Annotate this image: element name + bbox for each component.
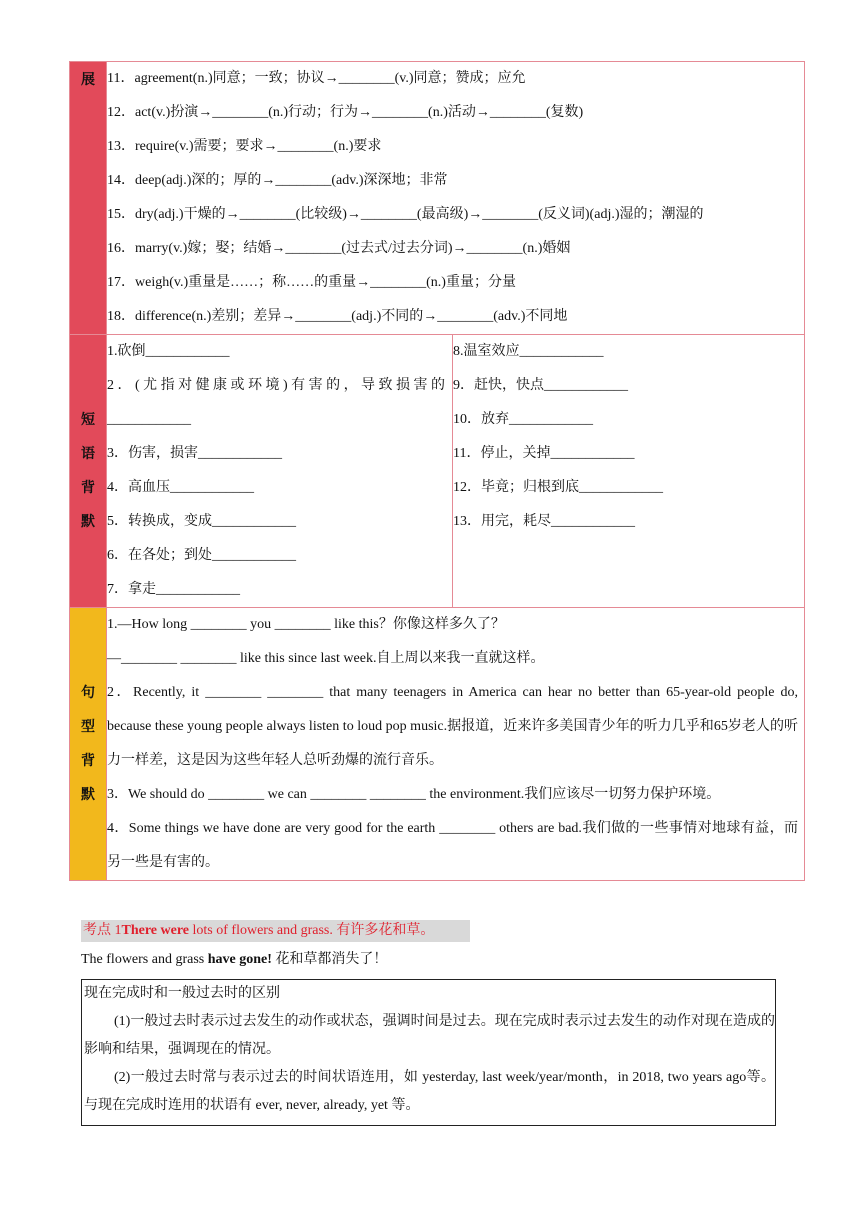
note-title: 现在完成时和一般过去时的区别 — [84, 986, 280, 1001]
sentences-list — [107, 608, 805, 881]
expand-item: 17．weigh(v.)重量是……；称……的重量→________(n.)重量；分量 — [107, 275, 516, 290]
example-bold: have gone! — [207, 952, 272, 967]
key-point-prefix: 考点 1 — [83, 923, 122, 938]
phrase-item: 8.温室效应____________ — [453, 344, 604, 359]
sentence-item: 4．Some things we have done are very good for the earth ________ others are bad.我们做的一些事情对地球有益，而另一些是有害的。 — [107, 821, 798, 870]
phrase-item: 2．(尤指对健康或环境)有害的，导致损害的 — [107, 378, 446, 393]
phrase-item: ____________ — [107, 412, 191, 427]
phrase-item: 10．放弃____________ — [453, 412, 593, 427]
key-point-text: lots of flowers and grass. 有许多花和草。 — [189, 923, 435, 938]
expand-list — [107, 62, 805, 335]
phrase-item: 12．毕竟；归根到底____________ — [453, 480, 663, 495]
phrase-item: 6．在各处；到处____________ — [107, 548, 296, 563]
label-char: 语 — [81, 446, 95, 462]
label-char: 短 — [81, 412, 95, 428]
phrase-item: 9．赶快，快点____________ — [453, 378, 628, 393]
key-point-heading — [81, 920, 470, 942]
phrase-item: 7．拿走____________ — [107, 582, 240, 597]
grammar-note-box — [81, 979, 776, 1126]
sentence-item: —________ ________ like this since last week.自上周以来我一直就这样。 — [107, 651, 545, 666]
phrase-item: 1.砍倒____________ — [107, 344, 230, 359]
expand-item: 15．dry(adj.)干燥的→________(比较级)→________(最高级)→________(反义词)(adj.)湿的；潮湿的 — [107, 207, 704, 222]
phrase-item: 13．用完，耗尽____________ — [453, 514, 635, 529]
expand-item: 16．marry(v.)嫁；娶；结婚→________(过去式/过去分词)→________(n.)婚姻 — [107, 241, 571, 256]
phrase-item: 4．高血压____________ — [107, 480, 254, 495]
label-char: 背 — [81, 480, 95, 496]
expand-item: 11．agreement(n.)同意；一致；协议→________(v.)同意；赞成；应允 — [107, 71, 526, 86]
sentence-item: 3．We should do ________ we can ________ ________ the environment.我们应该尽一切努力保护环境。 — [107, 787, 721, 802]
sentences-label — [70, 608, 107, 881]
label-char: 背 — [81, 753, 95, 769]
sentence-item: 2．Recently, it ________ ________ that many teenagers in America can hear no better than 65-year-old people do, because these young people always listen to loud pop music.据报道，近来许多美国青少年的听力几乎和65岁老人的听力一样差，这是因为这些年轻人总听劲爆的流行音乐。 — [107, 685, 798, 768]
phrases-section — [70, 335, 805, 608]
label-char: 默 — [81, 514, 95, 530]
key-point-bold: There were — [121, 923, 190, 938]
label-char: 默 — [81, 787, 95, 803]
expand-item: 14．deep(adj.)深的；厚的→________(adv.)深深地；非常 — [107, 173, 448, 188]
phrase-item: 3．伤害，损害____________ — [107, 446, 282, 461]
worksheet-table — [69, 61, 805, 881]
label-char: 展 — [81, 72, 95, 88]
example-pre: The flowers and grass — [81, 952, 208, 967]
phrases-label — [70, 335, 107, 608]
sentences-section — [70, 608, 805, 881]
example-post: 花和草都消失了！ — [271, 952, 388, 967]
phrases-right — [453, 335, 805, 608]
expand-item: 12．act(v.)扮演→________(n.)行动；行为→________(n.)活动→________(复数) — [107, 105, 584, 120]
phrase-item: 5．转换成，变成____________ — [107, 514, 296, 529]
expand-section — [70, 62, 805, 335]
expand-label — [70, 62, 107, 335]
expand-item: 13．require(v.)需要；要求→________(n.)要求 — [107, 139, 382, 154]
phrase-item: 11．停止，关掉____________ — [453, 446, 635, 461]
expand-item: 18．difference(n.)差别；差异→________(adj.)不同的→________(adv.)不同地 — [107, 309, 568, 324]
label-char: 型 — [81, 719, 95, 735]
label-char: 句 — [81, 685, 95, 701]
sentence-item: 1.—How long ________ you ________ like this？你像这样多久了？ — [107, 617, 505, 632]
note-paragraph: (2)一般过去时常与表示过去的时间状语连用，如 yesterday, last week/year/month，in 2018, two years ago等。与现在完成时连用的状语有 ever, never, already, yet 等。 — [84, 1070, 775, 1113]
phrases-left — [107, 335, 453, 608]
example-sentence — [81, 947, 387, 973]
note-paragraph: (1)一般过去时表示过去发生的动作或状态，强调时间是过去。现在完成时表示过去发生的动作对现在造成的影响和结果，强调现在的情况。 — [84, 1014, 775, 1057]
